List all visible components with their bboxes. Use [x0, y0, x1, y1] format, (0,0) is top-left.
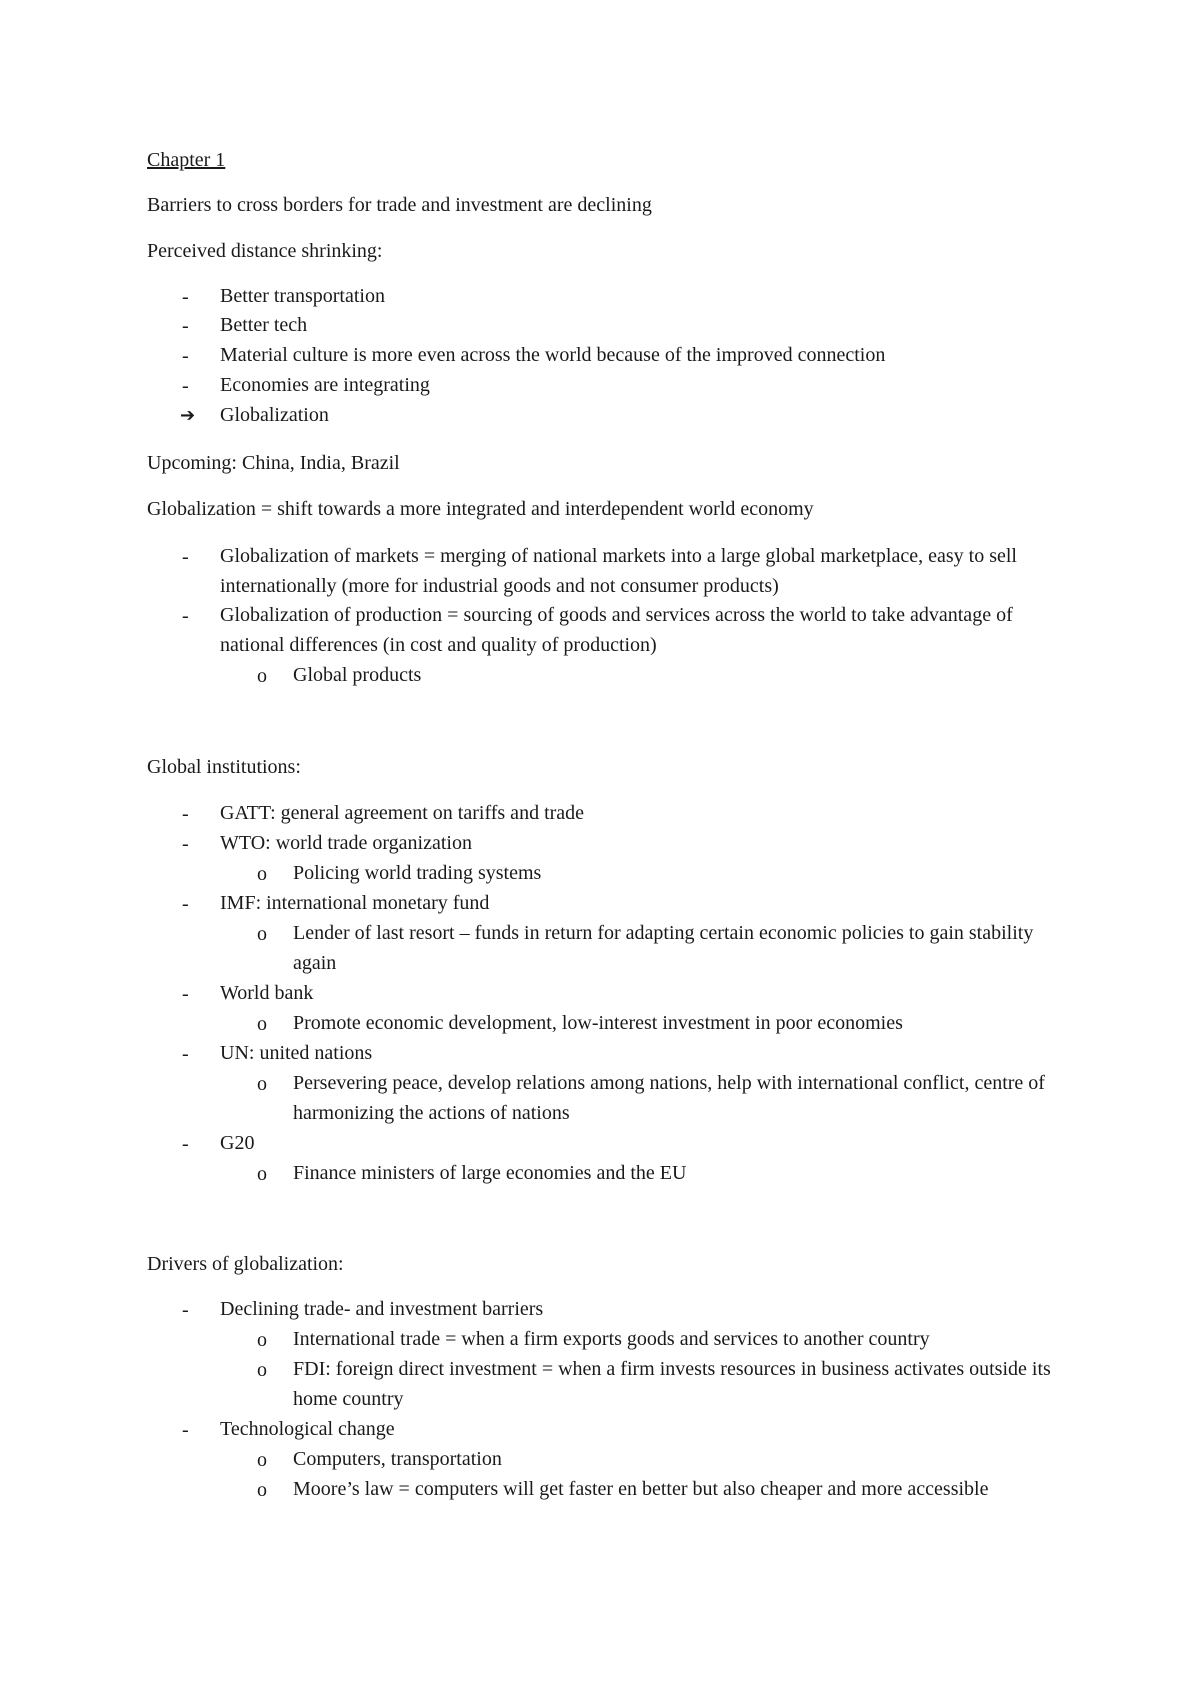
chapter-title: Chapter 1	[147, 149, 226, 171]
list-bullet: -	[182, 803, 189, 825]
list-bullet: -	[182, 315, 189, 337]
sub-list-item: Policing world trading systems	[293, 862, 542, 884]
sub-list-bullet: o	[257, 923, 267, 945]
heading-global-institutions: Global institutions:	[147, 756, 301, 778]
list-item: Material culture is more even across the world because of the improved connection	[220, 344, 886, 366]
sub-list-bullet: o	[257, 1013, 267, 1035]
list-bullet: -	[182, 375, 189, 397]
sub-list-bullet: o	[257, 1449, 267, 1471]
arrow-icon: ➔	[180, 405, 196, 426]
list-bullet: -	[182, 605, 189, 627]
list-item: Better transportation	[220, 285, 385, 307]
list-bullet: -	[182, 983, 189, 1005]
paragraph-globalization-definition: Globalization = shift towards a more integrated and interdependent world economy	[147, 498, 814, 520]
sub-list-bullet: o	[257, 1359, 267, 1381]
list-item: Technological change	[220, 1418, 395, 1440]
sub-list-item: Lender of last resort – funds in return for adapting certain economic policies to gain stability again	[293, 922, 1034, 974]
sub-list-item: FDI: foreign direct investment = when a firm invests resources in business activates outside its home country	[293, 1358, 1051, 1410]
sub-list-item: Global products	[293, 664, 422, 686]
list-item: Economies are integrating	[220, 374, 430, 396]
list-item: World bank	[220, 982, 314, 1004]
list-bullet: -	[182, 345, 189, 367]
paragraph-upcoming: Upcoming: China, India, Brazil	[147, 452, 400, 474]
sub-list-item: International trade = when a firm exports goods and services to another country	[293, 1328, 930, 1350]
list-item: Globalization	[220, 404, 329, 426]
sub-list-item: Finance ministers of large economies and the EU	[293, 1162, 687, 1184]
sub-list-bullet: o	[257, 665, 267, 687]
list-item: IMF: international monetary fund	[220, 892, 490, 914]
list-item: GATT: general agreement on tariffs and trade	[220, 802, 585, 824]
sub-list-bullet: o	[257, 1479, 267, 1501]
list-bullet: -	[182, 893, 189, 915]
list-item: Declining trade- and investment barriers	[220, 1298, 544, 1320]
sub-list-item: Promote economic development, low-interest investment in poor economies	[293, 1012, 903, 1034]
list-item: Better tech	[220, 314, 308, 336]
list-item: Globalization of production = sourcing of goods and services across the world to take advantage of national differences (in cost and quality of production)	[220, 604, 1013, 656]
sub-list-bullet: o	[257, 1073, 267, 1095]
list-item: WTO: world trade organization	[220, 832, 472, 854]
list-item: Globalization of markets = merging of national markets into a large global marketplace, easy to sell internationally (more for industrial goods and not consumer products)	[220, 545, 1017, 597]
list-item: UN: united nations	[220, 1042, 373, 1064]
list-item: G20	[220, 1132, 255, 1154]
list-bullet: -	[182, 1043, 189, 1065]
list-bullet: -	[182, 286, 189, 308]
list-bullet: -	[182, 546, 189, 568]
list-bullet: -	[182, 833, 189, 855]
paragraph-perceived-distance: Perceived distance shrinking:	[147, 240, 383, 262]
sub-list-bullet: o	[257, 863, 267, 885]
paragraph-barriers: Barriers to cross borders for trade and investment are declining	[147, 194, 652, 216]
list-bullet: -	[182, 1299, 189, 1321]
sub-list-bullet: o	[257, 1163, 267, 1185]
sub-list-item: Moore’s law = computers will get faster en better but also cheaper and more accessible	[293, 1478, 989, 1500]
heading-drivers-of-globalization: Drivers of globalization:	[147, 1253, 344, 1275]
sub-list-bullet: o	[257, 1329, 267, 1351]
sub-list-item: Computers, transportation	[293, 1448, 502, 1470]
list-bullet: -	[182, 1133, 189, 1155]
list-bullet: -	[182, 1419, 189, 1441]
sub-list-item: Persevering peace, develop relations among nations, help with international conflict, centre of harmonizing the actions of nations	[293, 1072, 1045, 1124]
